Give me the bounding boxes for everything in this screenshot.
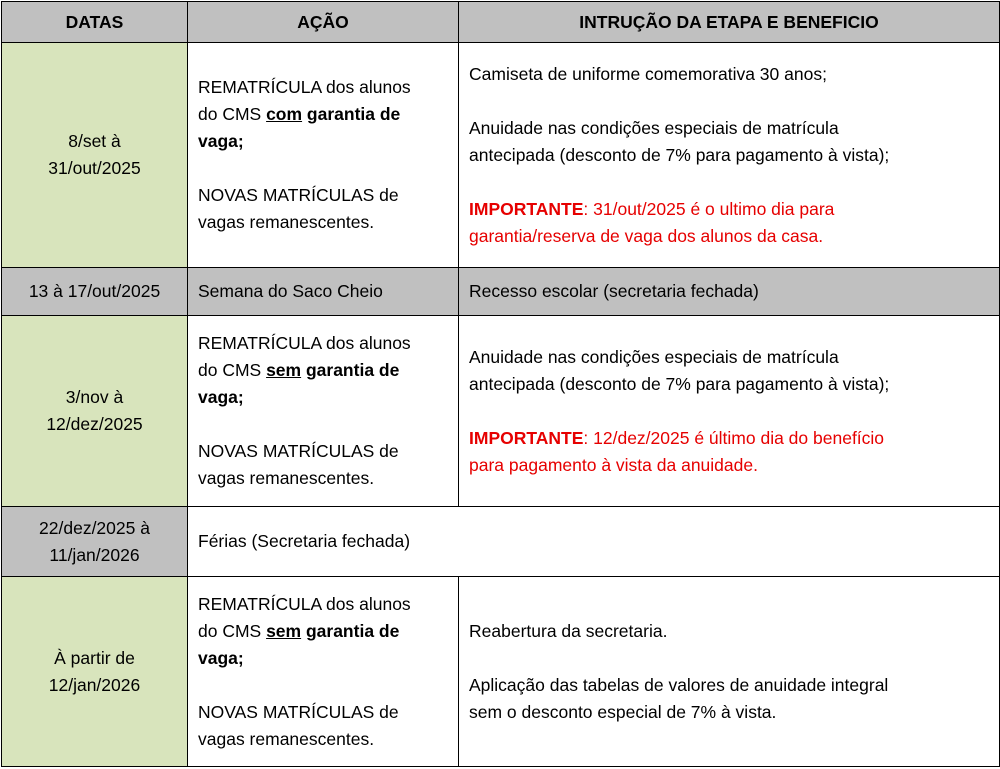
instruction-cell: Anuidade nas condições especiais de matrícula antecipada (desconto de 7% para pagamento à vista); IMPORTANTE: 12/dez/2025 é último dia do benefício para pagamento à vista da anuidade. bbox=[459, 316, 1000, 507]
action-cell: REMATRÍCULA dos alunos do CMS com garantia de vaga; NOVAS MATRÍCULAS de vagas remanescentes. bbox=[188, 43, 459, 268]
date-cell: 22/dez/2025 à 11/jan/2026 bbox=[2, 507, 188, 577]
instruction-cell: Camiseta de uniforme comemorativa 30 anos; Anuidade nas condições especiais de matrícula antecipada (desconto de 7% para pagamento à vista); IMPORTANTE: 31/out/2025 é o ultimo dia para garantia/reserva de vaga dos alunos da casa. bbox=[459, 43, 1000, 268]
table-row bbox=[2, 577, 1000, 767]
header-action: AÇÃO bbox=[188, 2, 459, 43]
action-cell: Semana do Saco Cheio bbox=[188, 268, 459, 316]
table-row bbox=[2, 316, 1000, 507]
action-cell: REMATRÍCULA dos alunos do CMS sem garantia de vaga; NOVAS MATRÍCULAS de vagas remanescentes. bbox=[188, 577, 459, 767]
date-cell: 13 à 17/out/2025 bbox=[2, 268, 188, 316]
important-note: IMPORTANTE: 31/out/2025 é o ultimo dia para bbox=[469, 198, 835, 219]
header-instruction: INTRUÇÃO DA ETAPA E BENEFICIO bbox=[459, 2, 1000, 43]
date-cell: À partir de 12/jan/2026 bbox=[2, 577, 188, 767]
header-dates: DATAS bbox=[2, 2, 188, 43]
table-row bbox=[2, 268, 1000, 316]
table-row bbox=[2, 43, 1000, 268]
header-row bbox=[2, 2, 1000, 43]
instruction-cell: Reabertura da secretaria. Aplicação das tabelas de valores de anuidade integral sem o desconto especial de 7% à vista. bbox=[459, 577, 1000, 767]
instruction-cell: Recesso escolar (secretaria fechada) bbox=[459, 268, 1000, 316]
info-cell: Férias (Secretaria fechada) bbox=[188, 507, 1000, 577]
schedule-table bbox=[1, 1, 1000, 767]
action-cell: REMATRÍCULA dos alunos do CMS sem garantia de vaga; NOVAS MATRÍCULAS de vagas remanescentes. bbox=[188, 316, 459, 507]
date-cell: 3/nov à 12/dez/2025 bbox=[2, 316, 188, 507]
date-cell: 8/set à 31/out/2025 bbox=[2, 43, 188, 268]
table-row bbox=[2, 507, 1000, 577]
important-note: IMPORTANTE: 12/dez/2025 é último dia do benefício bbox=[469, 427, 885, 448]
